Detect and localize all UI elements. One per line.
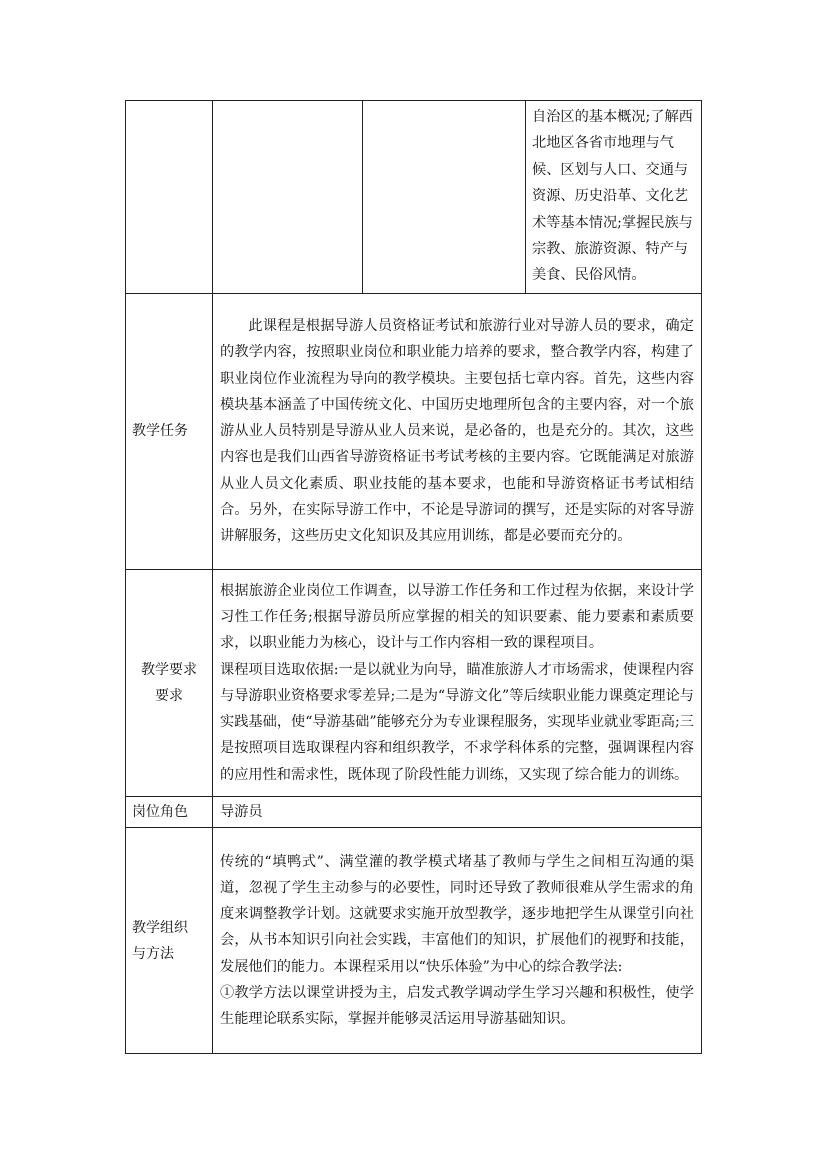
table-row bbox=[126, 101, 702, 294]
task-label-cell bbox=[126, 293, 213, 569]
table-row bbox=[126, 796, 702, 827]
requirement-paragraph-1: 根据旅游企业岗位工作调查，以导游工作任务和工作过程为依据，来设计学习性工作任务;根据导游员所应掌握的相关的知识要素、能力要素和素质要求，以职业能力为核心，设计与工作内容相一致的课程项目。 bbox=[220, 582, 694, 652]
organization-content-cell bbox=[213, 828, 702, 1054]
geo-content-cell bbox=[526, 101, 702, 294]
organization-label-line1: 教学组织 bbox=[132, 919, 188, 936]
requirement-label-line2: 要求 bbox=[155, 687, 183, 704]
organization-paragraph-1: 传统的“填鸭式”、满堂灌的教学模式堵基了教师与学生之间相互沟通的渠道，忽视了学生主动参与的必要性，同时还导致了教师很难从学生需求的角度来调整教学计划。这就要求实施开放型教学，逐步地把学生从课堂引向社会，从书本知识引向社会实践，丰富他们的知识，扩展他们的视野和技能，发展他们的能力。本课程采用以“快乐体验”为中心的综合教学法: bbox=[220, 853, 694, 975]
requirement-label-cell bbox=[126, 569, 213, 796]
task-content-cell bbox=[213, 293, 702, 569]
requirement-paragraph-2: 课程项目选取依据:一是以就业为向导，瞄准旅游人才市场需求，使课程内容与导游职业资格要求零差异;二是为“导游文化”等后续职业能力课奠定理论与实践基础，使“导游基础”能够充分为专业课程服务，实现毕业就业零距高;三是按照项目选取课程内容和组织教学，不求学科体系的完整，强调课程内容的应用性和需求性，既体现了阶段性能力训练，又实现了综合能力的训练。 bbox=[220, 661, 694, 783]
requirement-label-line1: 教学要求 bbox=[141, 661, 197, 678]
task-label: 教学任务 bbox=[132, 423, 188, 440]
empty-cell bbox=[126, 101, 213, 294]
role-label-cell bbox=[126, 796, 213, 827]
organization-label-cell bbox=[126, 828, 213, 1054]
table-row bbox=[126, 293, 702, 569]
task-paragraph: 此课程是根据导游人员资格证考试和旅游行业对导游人员的要求，确定的教学内容，按照职业岗位和职业能力培养的要求，整合教学内容，构建了职业岗位作业流程为导向的教学模块。主要包括七章内容。首先，这些内容模块基本涵盖了中国传统文化、中国历史地理所包含的主要内容，对一个旅游从业人员特别是导游从业人员来说，是必备的，也是充分的。其次，这些内容也是我们山西省导游资格证书考试考核的主要内容。它既能满足对旅游从业人员文化素质、职业技能的基本要求，也能和导游资格证书考试相结合。另外，在实际导游工作中，不论是导游词的撰写，还是实际的对客导游讲解服务，这些历史文化知识及其应用训练，都是必要而充分的。 bbox=[220, 318, 694, 545]
organization-paragraph-2: ①教学方法以课堂讲授为主，启发式教学调动学生学习兴趣和积极性，使学生能理论联系实际，掌握并能够灵活运用导游基础知识。 bbox=[220, 985, 694, 1028]
geo-text: 自治区的基本概况;了解西北地区各省市地理与气候、区划与人口、交通与资源、历史沿革、文化艺术等基本情况;掌握民族与宗教、旅游资源、特产与美食、民俗风情。 bbox=[532, 109, 693, 284]
course-table bbox=[125, 100, 702, 1054]
table-row bbox=[126, 569, 702, 796]
role-label: 岗位角色 bbox=[132, 803, 188, 820]
role-value: 导游员 bbox=[220, 803, 263, 820]
organization-label-line2: 与方法 bbox=[132, 945, 174, 962]
requirement-content-cell bbox=[213, 569, 702, 796]
empty-cell bbox=[363, 101, 526, 294]
role-value-cell bbox=[213, 796, 702, 827]
table-row bbox=[126, 828, 702, 1054]
empty-cell bbox=[213, 101, 363, 294]
